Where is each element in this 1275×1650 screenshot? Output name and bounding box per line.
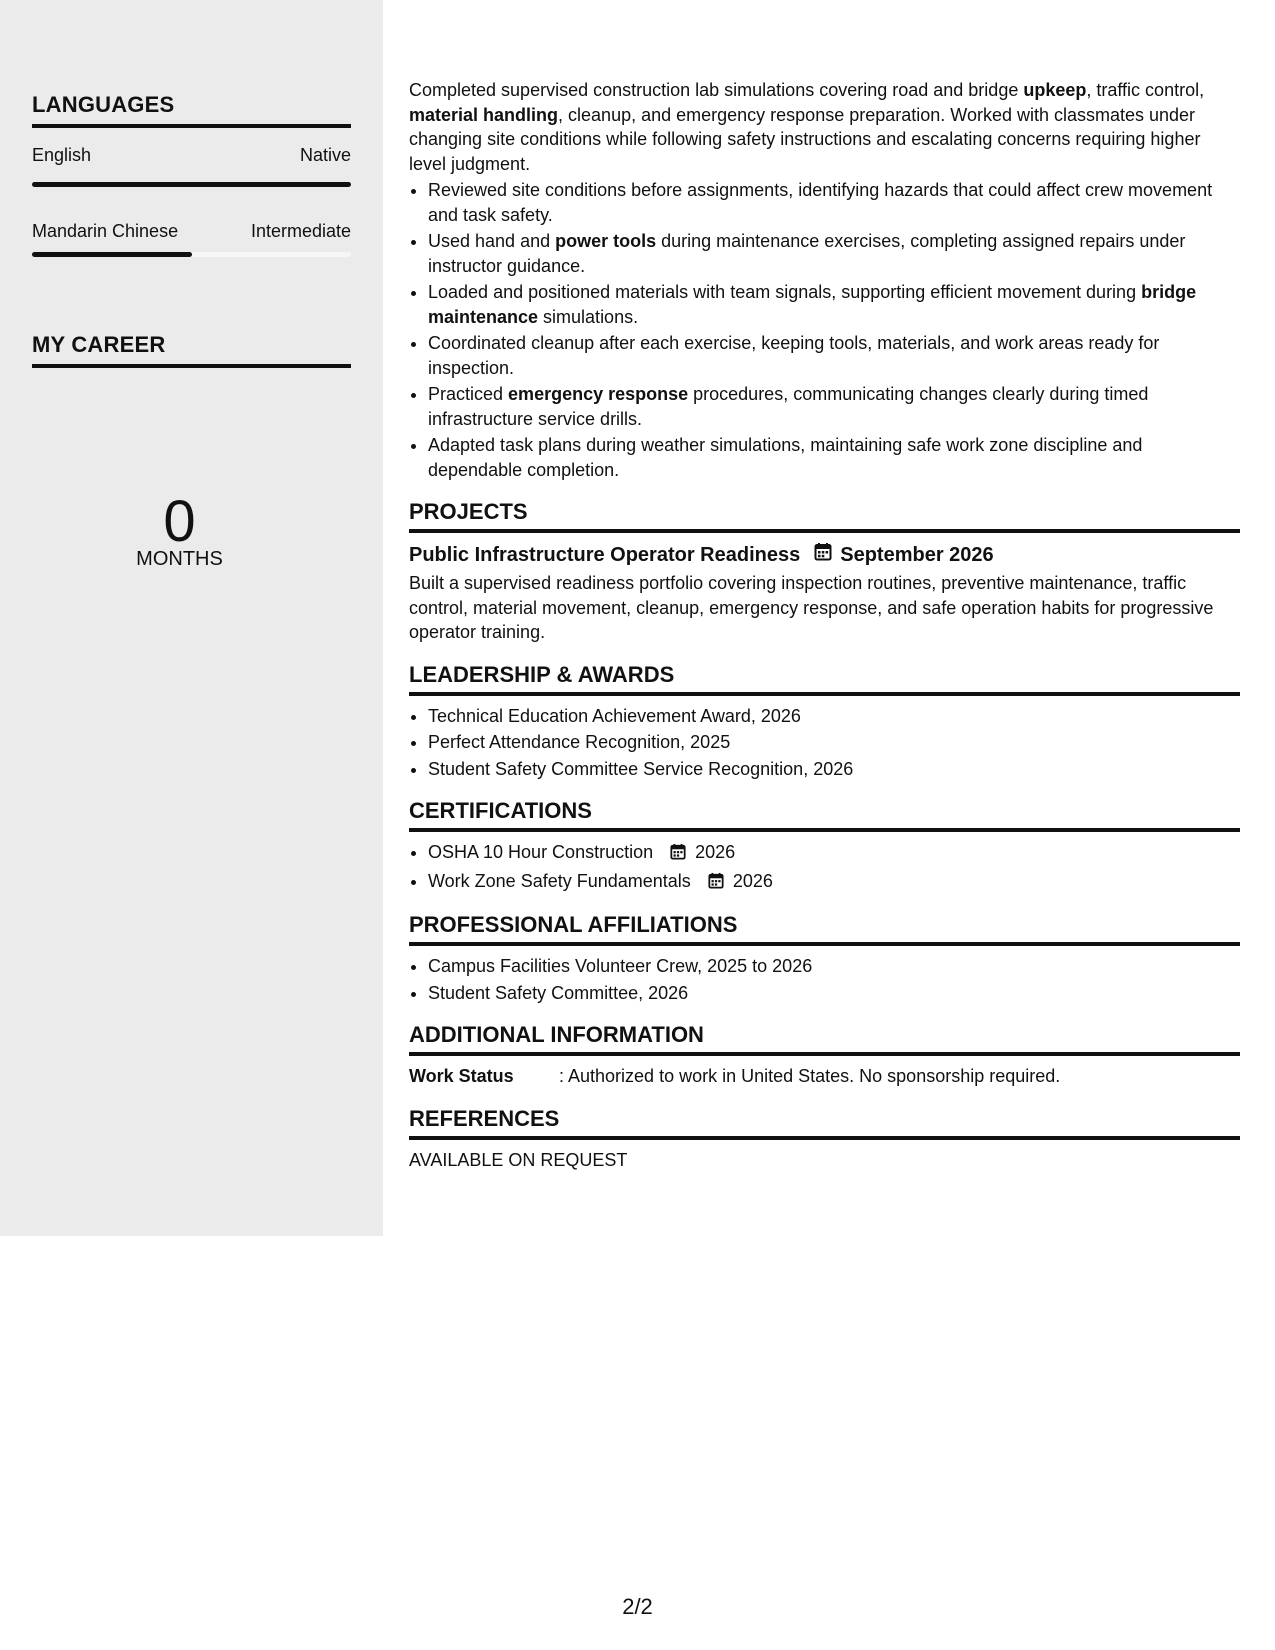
bold-keyword: bridge maintenance xyxy=(428,282,1197,327)
text-run: Coordinated cleanup after each exercise, keeping tools, materials, and work areas ready for inspection. xyxy=(428,333,1160,378)
text-run: procedures, communicating changes clearly during timed infrastructure service drills. xyxy=(428,384,1149,429)
project-title: Public Infrastructure Operator Readiness xyxy=(409,544,801,566)
certification-name: Work Zone Safety Fundamentals xyxy=(428,870,691,891)
text-run: , traffic control, xyxy=(1086,80,1205,100)
page-number: 2/2 xyxy=(622,1594,653,1619)
language-row-english xyxy=(32,145,351,166)
language-bar-fill xyxy=(32,182,351,187)
leadership-list xyxy=(409,704,1240,782)
list-item xyxy=(428,382,1240,431)
language-name: English xyxy=(32,145,92,165)
career-heading: MY CAREER xyxy=(32,332,351,368)
affiliations-heading: PROFESSIONAL AFFILIATIONS xyxy=(409,911,1240,946)
project-date: September 2026 xyxy=(840,544,994,566)
language-bar-fill xyxy=(32,252,192,257)
references-text: AVAILABLE ON REQUEST xyxy=(409,1149,628,1170)
list-item xyxy=(428,869,1240,896)
affiliations-list xyxy=(409,954,1240,1005)
experience-summary xyxy=(409,78,1240,176)
work-status-value: : Authorized to work in United States. No sponsorship required. xyxy=(559,1066,1061,1086)
text-run: Reviewed site conditions before assignments, identifying hazards that could affect crew movement and task safety. xyxy=(428,180,1213,225)
calendar-icon xyxy=(814,541,832,569)
sidebar xyxy=(0,0,383,1236)
text-run: Loaded and positioned materials with team signals, supporting efficient movement during xyxy=(428,282,1142,302)
career-unit: MONTHS xyxy=(136,548,223,570)
list-item: • Student Safety Committee, 2026 xyxy=(428,981,1240,1006)
list-item xyxy=(428,840,1240,867)
calendar-icon xyxy=(708,871,724,896)
language-row-mandarin xyxy=(32,221,351,242)
text-run: simulations. xyxy=(538,306,639,327)
calendar-icon xyxy=(670,842,686,867)
project-description: Built a supervised readiness portfolio covering inspection routines, preventive maintenance, traffic control, material movement, cleanup, emergency response, and safe operation habits for progressive operator training. xyxy=(409,573,1214,642)
project-header xyxy=(409,541,1240,569)
certifications-heading: CERTIFICATIONS xyxy=(409,797,1240,832)
list-item: • Campus Facilities Volunteer Crew, 2025 to 2026 xyxy=(428,954,1240,979)
certification-name: OSHA 10 Hour Construction xyxy=(428,842,654,862)
certification-year: 2026 xyxy=(695,842,736,862)
language-bar-mandarin xyxy=(32,252,351,257)
list-item: • Student Safety Committee Service Recognition, 2026 xyxy=(428,757,1240,782)
language-level: Intermediate xyxy=(250,221,351,241)
list-item xyxy=(428,229,1240,278)
bold-keyword: emergency response xyxy=(508,384,689,404)
list-item: • Perfect Attendance Recognition, 2025 xyxy=(428,730,1240,755)
certifications-list xyxy=(409,840,1240,895)
bold-keyword: material handling xyxy=(409,104,559,125)
text-run: , cleanup, and emergency response preparation. Worked with classmates under changing site conditions while following safety instructions and escalating concerns requiring higher level judgment. xyxy=(409,104,1201,174)
work-status-label: Work Status xyxy=(409,1066,514,1086)
main-content xyxy=(409,78,1240,1172)
list-item xyxy=(428,433,1240,482)
bold-keyword: power tools xyxy=(555,231,657,251)
career-value: 0 xyxy=(163,489,196,554)
text-run: Adapted task plans during weather simulations, maintaining safe work zone discipline and dependable completion. xyxy=(428,435,1143,480)
work-status-row xyxy=(409,1064,1240,1089)
languages-heading: LANGUAGES xyxy=(32,92,351,128)
text-run: Completed supervised construction lab simulations covering road and bridge xyxy=(409,80,1024,100)
leadership-heading: LEADERSHIP & AWARDS xyxy=(409,661,1240,696)
bold-keyword: upkeep xyxy=(1023,80,1087,100)
additional-info-heading: ADDITIONAL INFORMATION xyxy=(409,1021,1240,1056)
experience-bullets xyxy=(409,178,1240,482)
list-item xyxy=(428,280,1240,329)
text-run: Practiced xyxy=(428,384,509,404)
list-item xyxy=(428,178,1240,227)
language-name: Mandarin Chinese xyxy=(32,221,179,241)
list-item xyxy=(428,331,1240,380)
projects-heading: PROJECTS xyxy=(409,498,1240,533)
list-item: • Technical Education Achievement Award, 2026 xyxy=(428,704,1240,729)
text-run: during maintenance exercises, completing assigned repairs under instructor guidance. xyxy=(428,231,1186,276)
language-bar-english xyxy=(32,182,351,187)
references-heading: REFERENCES xyxy=(409,1105,1240,1140)
text-run: Used hand and xyxy=(428,231,556,251)
certification-year: 2026 xyxy=(732,870,773,891)
language-level: Native xyxy=(299,145,351,165)
